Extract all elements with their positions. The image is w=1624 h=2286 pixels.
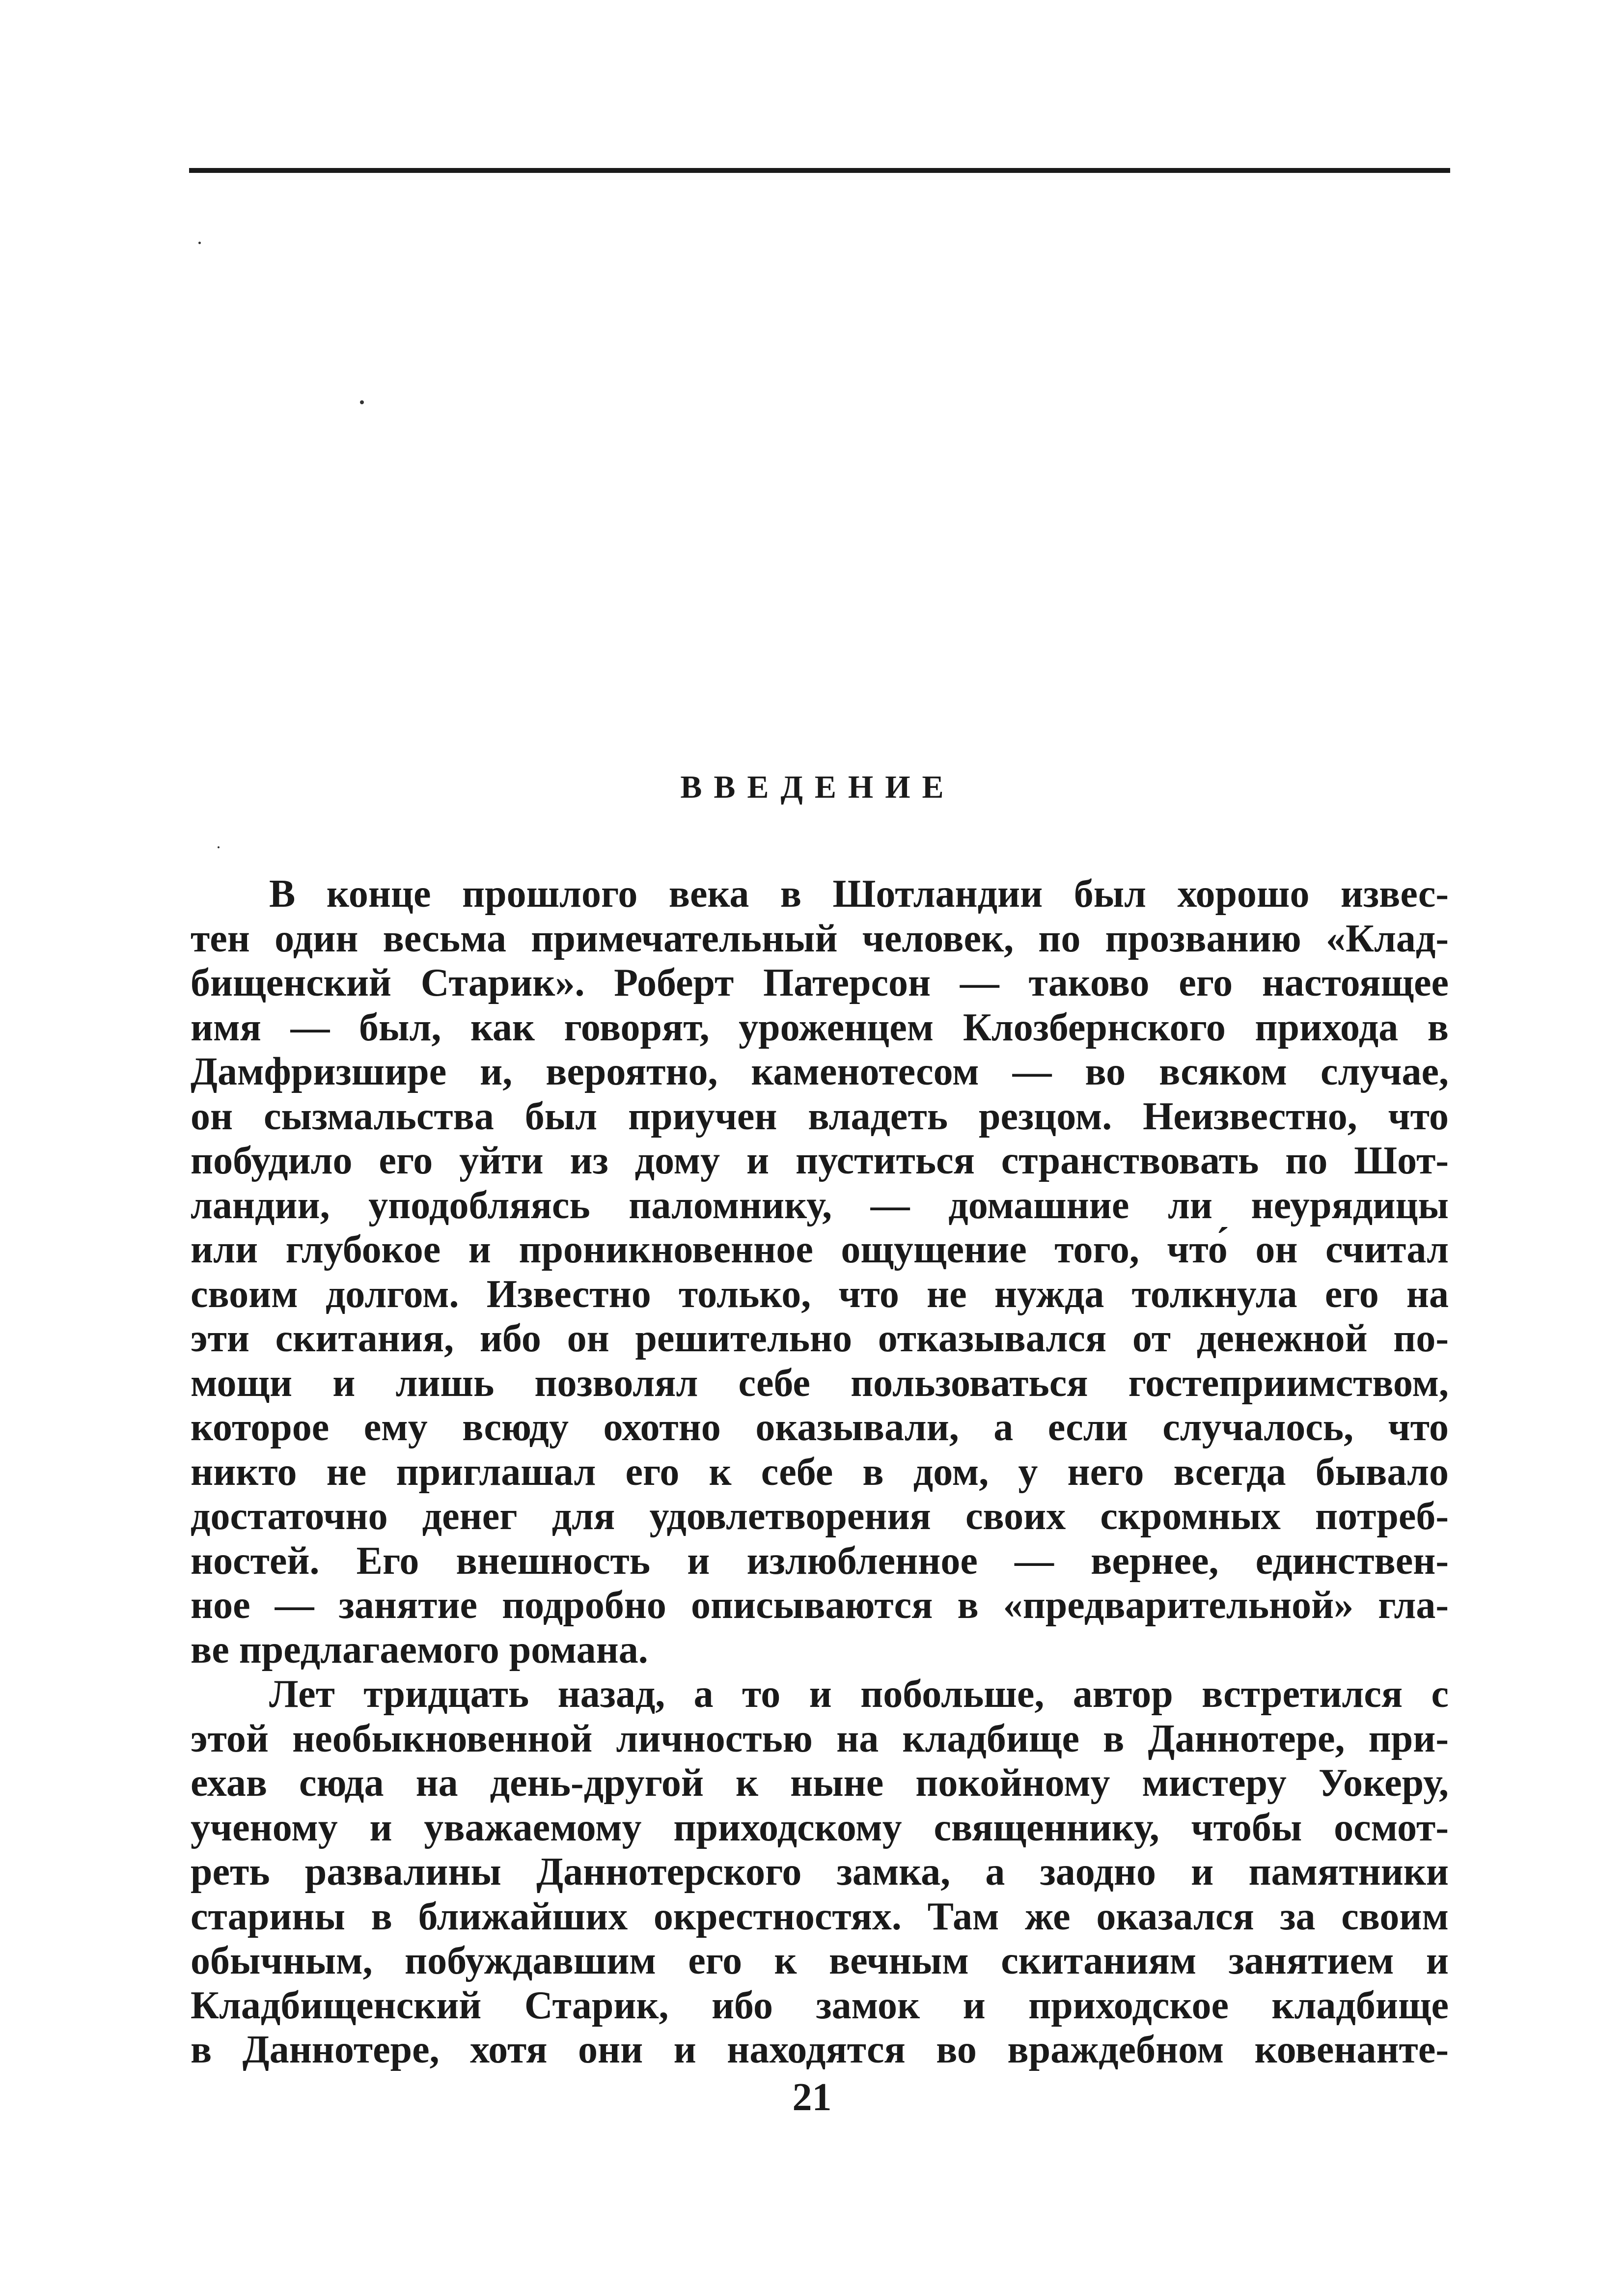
chapter-heading: ВВЕДЕНИЕ bbox=[680, 769, 956, 805]
text-line: ландии, уподобляясь паломнику, — домашние ли неурядицы bbox=[191, 1183, 1449, 1227]
top-rule bbox=[189, 168, 1450, 173]
body-text bbox=[191, 872, 1449, 2072]
text-line: ехав сюда на день-другой к ныне покойному мистеру Уокеру, bbox=[191, 1761, 1449, 1805]
text-line: В конце прошлого века в Шотландии был хорошо извес- bbox=[269, 872, 1449, 916]
print-speck bbox=[198, 242, 201, 244]
page-number: 21 bbox=[792, 2076, 832, 2119]
text-line: Лет тридцать назад, а то и побольше, автор встретился с bbox=[269, 1673, 1449, 1716]
text-line: бищенский Старик». Роберт Патерсон — таково его настоящее bbox=[191, 961, 1449, 1004]
print-speck bbox=[218, 846, 220, 848]
text-line: мощи и лишь позволял себе пользоваться гостеприимством, bbox=[191, 1361, 1449, 1405]
text-line: ве предлагаемого романа. bbox=[191, 1628, 648, 1672]
text-line: старины в ближайших окрестностях. Там же оказался за своим bbox=[191, 1895, 1449, 1938]
text-line: этой необыкновенной личностью на кладбище в Даннотере, при- bbox=[191, 1717, 1449, 1760]
text-line: Кладбищенский Старик, ибо замок и приходское кладбище bbox=[191, 1983, 1449, 2027]
text-line: в Даннотере, хотя они и находятся во враждебном ковенанте- bbox=[191, 2028, 1449, 2071]
paragraph-2 bbox=[191, 1672, 1449, 2072]
text-line: имя — был, как говорят, уроженцем Клозбернского прихода в bbox=[191, 1005, 1449, 1049]
text-line: Дамфризшире и, вероятно, каменотесом — во всяком случае, bbox=[191, 1050, 1449, 1093]
text-line: побудило его уйти из дому и пуститься странствовать по Шот- bbox=[191, 1139, 1449, 1182]
text-line: или глубокое и проникновенное ощущение того, что́ он считал bbox=[191, 1228, 1449, 1271]
paragraph-1 bbox=[191, 872, 1449, 1672]
text-line: никто не приглашал его к себе в дом, у него всегда бывало bbox=[191, 1450, 1449, 1494]
text-line: ное — занятие подробно описываются в «предварительной» гла- bbox=[191, 1584, 1449, 1627]
text-line: реть развалины Даннотерского замка, а заодно и памятники bbox=[191, 1850, 1449, 1894]
text-line: он сызмальства был приучен владеть резцом. Неизвестно, что bbox=[191, 1094, 1449, 1138]
text-line: эти скитания, ибо он решительно отказывался от денежной по- bbox=[191, 1317, 1449, 1360]
text-line: которое ему всюду охотно оказывали, а если случалось, что bbox=[191, 1406, 1449, 1449]
text-line: ученому и уважаемому приходскому священнику, чтобы осмот- bbox=[191, 1806, 1449, 1849]
print-speck bbox=[360, 400, 364, 404]
text-line: ностей. Его внешность и излюбленное — вернее, единствен- bbox=[191, 1539, 1449, 1583]
text-line: своим долгом. Известно только, что не нужда толкнула его на bbox=[191, 1272, 1449, 1316]
text-line: достаточно денег для удовлетворения своих скромных потреб- bbox=[191, 1495, 1449, 1538]
text-line: тен один весьма примечательный человек, по прозванию «Клад- bbox=[191, 917, 1449, 960]
text-line: обычным, побуждавшим его к вечным скитаниям занятием и bbox=[191, 1939, 1449, 1982]
